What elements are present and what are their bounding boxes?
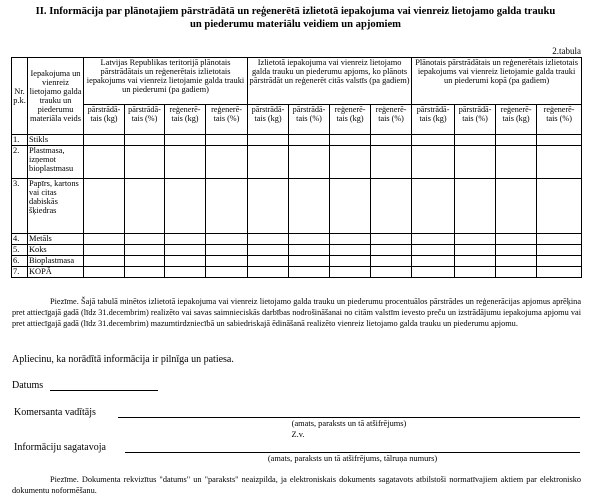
- title-line-2: un piederumu materiālu veidiem un apjomiem: [190, 19, 401, 30]
- header-material-type: Iepakojuma un vienreiz lietojamo galda trauku un piederumu materiāla veids: [28, 58, 84, 135]
- value-cell[interactable]: [330, 245, 371, 256]
- row-material: KOPĀ: [28, 267, 84, 278]
- row-number: 1.: [12, 135, 28, 146]
- value-cell[interactable]: [289, 179, 330, 234]
- subheader-recycled-pct: pārstrādā-tais (%): [289, 105, 330, 135]
- value-cell[interactable]: [206, 245, 248, 256]
- value-cell[interactable]: [496, 245, 537, 256]
- row-material: Stikls: [28, 135, 84, 146]
- row-number: 3.: [12, 179, 28, 234]
- value-cell[interactable]: [455, 256, 496, 267]
- value-cell[interactable]: [289, 256, 330, 267]
- value-cell[interactable]: [84, 256, 125, 267]
- row-material: Metāls: [28, 234, 84, 245]
- subheader-recovered-kg: reģenerē-tais (kg): [330, 105, 371, 135]
- subheader-recycled-kg: pārstrādā-tais (kg): [248, 105, 289, 135]
- table-row: [12, 146, 582, 179]
- value-cell[interactable]: [84, 245, 125, 256]
- subheader-recycled-kg: pārstrādā-tais (kg): [412, 105, 455, 135]
- value-cell[interactable]: [165, 267, 206, 278]
- value-cell[interactable]: [496, 146, 537, 179]
- header-group-total: Plānotais pārstrādātais un reģenerētais izlietotais iepakojums vai vienreiz lietojamie galda trauki un piederumi kopā (pa gadiem): [412, 58, 582, 105]
- value-cell[interactable]: [371, 146, 412, 179]
- subheader-recycled-kg: pārstrādā-tais (kg): [84, 105, 125, 135]
- row-number: 5.: [12, 245, 28, 256]
- row-material: Papīrs, kartons vai citas dabiskās šķiedras: [28, 179, 84, 234]
- value-cell[interactable]: [125, 245, 165, 256]
- row-number: 4.: [12, 234, 28, 245]
- table-row: [12, 245, 582, 256]
- value-cell[interactable]: [330, 267, 371, 278]
- value-cell[interactable]: [371, 256, 412, 267]
- value-cell[interactable]: [248, 179, 289, 234]
- note-1: Piezīme. Šajā tabulā minētos izlietotā iepakojuma vai vienreiz lietojamo galda trauku un piederumu procentuālos pārstrādes un reģenerācijas apjomus aprēķina pret attiecīgajā gadā (līdz 31.decembrim) realizēto vai savas saimnieciskās darbības nodrošināšanai no citām valstīm ievesto preču un izstrādājumu iepakojuma apjomu vai pret attiecīgajā gadā (līdz 31.decembrim) mazumtirdzniecībā un sabiedriskajā ēdināšanā realizēto vienreiz lietojamo galda trauku un piederumu apjomu.: [12, 297, 581, 328]
- table-row: [12, 234, 582, 245]
- value-cell[interactable]: [206, 135, 248, 146]
- row-material: Bioplastmasa: [28, 256, 84, 267]
- seal-label: Z.v.: [291, 430, 305, 439]
- title-line-1: II. Informācija par plānotajiem pārstrādātā un reģenerētā izlietotā iepakojuma vai vienreiz lietojamo galda trauku: [35, 6, 556, 17]
- value-cell[interactable]: [455, 234, 496, 245]
- value-cell[interactable]: [330, 234, 371, 245]
- section-title: [0, 5, 591, 31]
- value-cell[interactable]: [165, 245, 206, 256]
- header-group-other-countries: Izlietotā iepakojuma vai vienreiz lietojamo galda trauku un piederumu apjoms, ko plānots pārstrādāt un reģenerēt citās valstīs (pa gadiem): [248, 58, 412, 105]
- value-cell[interactable]: [206, 256, 248, 267]
- value-cell[interactable]: [537, 179, 582, 234]
- value-cell[interactable]: [84, 267, 125, 278]
- value-cell[interactable]: [330, 179, 371, 234]
- value-cell[interactable]: [371, 179, 412, 234]
- value-cell[interactable]: [496, 135, 537, 146]
- value-cell[interactable]: [455, 245, 496, 256]
- table-number: 2.tabula: [552, 46, 581, 56]
- value-cell[interactable]: [371, 234, 412, 245]
- value-cell[interactable]: [206, 179, 248, 234]
- preparer-caption: (amats, paraksts un tā atšifrējums, tālruņa numurs): [267, 454, 438, 463]
- value-cell[interactable]: [371, 267, 412, 278]
- value-cell[interactable]: [248, 234, 289, 245]
- header-group-latvia: Latvijas Republikas teritorijā plānotais pārstrādātais un reģenerētais izlietotais iepakojums vai vienreiz lietojamie galda trauki un piederumi (pa gadiem): [84, 58, 248, 105]
- merchant-label: Komersanta vadītājs: [14, 407, 96, 418]
- value-cell[interactable]: [330, 135, 371, 146]
- value-cell[interactable]: [84, 135, 125, 146]
- row-material: Plastmasa, izņemot bioplastmasu: [28, 146, 84, 179]
- value-cell[interactable]: [165, 146, 206, 179]
- note-2: Piezīme. Dokumenta rekvizītus "datums" un "paraksts" neaizpilda, ja elektroniskais dokuments sagatavots atbilstoši normatīvajiem aktiem par elektronisko dokumentu noformēšanu.: [12, 475, 581, 495]
- value-cell[interactable]: [289, 245, 330, 256]
- value-cell[interactable]: [455, 267, 496, 278]
- row-number: 2.: [12, 146, 28, 179]
- value-cell[interactable]: [412, 267, 455, 278]
- date-label: Datums: [12, 380, 44, 391]
- value-cell[interactable]: [165, 179, 206, 234]
- subheader-recycled-pct: pārstrādā-tais (%): [125, 105, 165, 135]
- value-cell[interactable]: [248, 245, 289, 256]
- header-row-groups: [12, 58, 582, 105]
- value-cell[interactable]: [165, 256, 206, 267]
- value-cell[interactable]: [125, 179, 165, 234]
- value-cell[interactable]: [455, 135, 496, 146]
- header-row-subcolumns: [12, 105, 582, 135]
- subheader-recovered-pct: reģenerē-tais (%): [537, 105, 582, 135]
- value-cell[interactable]: [496, 234, 537, 245]
- date-field[interactable]: [50, 390, 158, 391]
- value-cell[interactable]: [371, 245, 412, 256]
- value-cell[interactable]: [496, 256, 537, 267]
- subheader-recovered-pct: reģenerē-tais (%): [371, 105, 412, 135]
- preparer-label: Informāciju sagatavoja: [14, 442, 106, 453]
- table-row: [12, 267, 582, 278]
- value-cell[interactable]: [84, 179, 125, 234]
- value-cell[interactable]: [125, 267, 165, 278]
- subheader-recycled-pct: pārstrādā-tais (%): [455, 105, 496, 135]
- value-cell[interactable]: [412, 256, 455, 267]
- value-cell[interactable]: [537, 135, 582, 146]
- value-cell[interactable]: [165, 135, 206, 146]
- value-cell[interactable]: [289, 135, 330, 146]
- value-cell[interactable]: [537, 234, 582, 245]
- value-cell[interactable]: [84, 234, 125, 245]
- value-cell[interactable]: [496, 267, 537, 278]
- value-cell[interactable]: [412, 245, 455, 256]
- row-number: 7.: [12, 267, 28, 278]
- value-cell[interactable]: [412, 234, 455, 245]
- value-cell[interactable]: [330, 146, 371, 179]
- table-row: [12, 179, 582, 234]
- merchant-caption: (amats, paraksts un tā atšifrējums): [291, 419, 407, 428]
- value-cell[interactable]: [537, 256, 582, 267]
- value-cell[interactable]: [125, 256, 165, 267]
- row-material: Koks: [28, 245, 84, 256]
- value-cell[interactable]: [289, 234, 330, 245]
- value-cell[interactable]: [248, 135, 289, 146]
- value-cell[interactable]: [537, 245, 582, 256]
- value-cell[interactable]: [206, 267, 248, 278]
- value-cell[interactable]: [206, 234, 248, 245]
- value-cell[interactable]: [412, 146, 455, 179]
- value-cell[interactable]: [455, 146, 496, 179]
- value-cell[interactable]: [537, 267, 582, 278]
- value-cell[interactable]: [248, 256, 289, 267]
- header-nr: Nr. p.k.: [12, 58, 28, 135]
- value-cell[interactable]: [496, 179, 537, 234]
- value-cell[interactable]: [289, 146, 330, 179]
- value-cell[interactable]: [371, 135, 412, 146]
- value-cell[interactable]: [330, 256, 371, 267]
- value-cell[interactable]: [165, 234, 206, 245]
- value-cell[interactable]: [125, 135, 165, 146]
- plan-table: [11, 57, 582, 278]
- value-cell[interactable]: [412, 179, 455, 234]
- value-cell[interactable]: [125, 234, 165, 245]
- value-cell[interactable]: [84, 146, 125, 179]
- table-row: [12, 256, 582, 267]
- table-row: [12, 135, 582, 146]
- value-cell[interactable]: [455, 179, 496, 234]
- subheader-recovered-pct: reģenerē-tais (%): [206, 105, 248, 135]
- certification-text: Apliecinu, ka norādītā informācija ir pilnīga un patiesa.: [12, 354, 234, 365]
- merchant-signature-field[interactable]: [118, 417, 580, 418]
- row-number: 6.: [12, 256, 28, 267]
- preparer-signature-field[interactable]: [125, 452, 580, 453]
- subheader-recovered-kg: reģenerē-tais (kg): [496, 105, 537, 135]
- value-cell[interactable]: [248, 267, 289, 278]
- subheader-recovered-kg: reģenerē-tais (kg): [165, 105, 206, 135]
- value-cell[interactable]: [248, 146, 289, 179]
- value-cell[interactable]: [125, 146, 165, 179]
- value-cell[interactable]: [206, 146, 248, 179]
- value-cell[interactable]: [412, 135, 455, 146]
- value-cell[interactable]: [289, 267, 330, 278]
- value-cell[interactable]: [537, 146, 582, 179]
